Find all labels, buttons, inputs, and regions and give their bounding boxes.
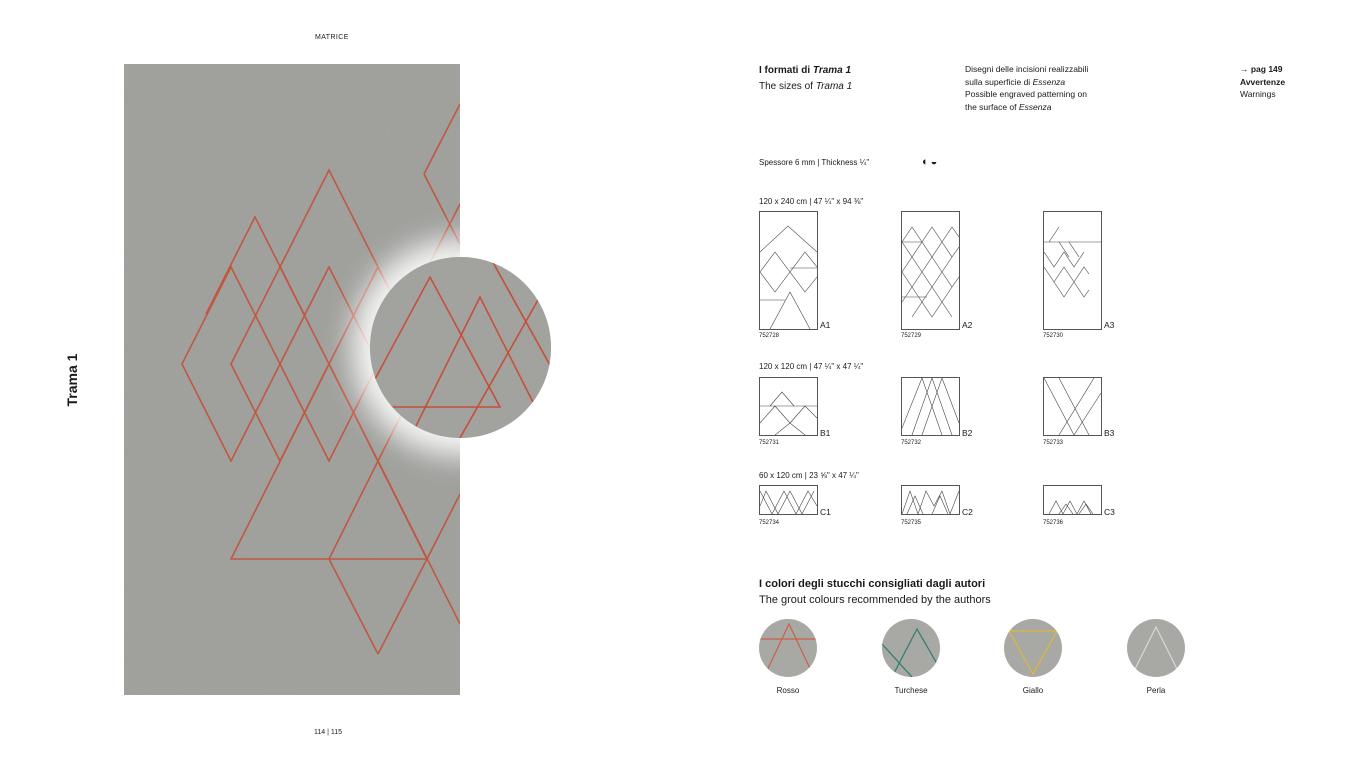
desc-line-3: Possible engraved patterning on (965, 89, 1087, 99)
tile-A2[interactable] (901, 211, 960, 330)
swatch-giallo[interactable] (1004, 619, 1062, 677)
sizes-heading (759, 63, 852, 95)
tile-C3[interactable] (1043, 485, 1102, 515)
page-numbers: 114 | 115 (314, 729, 343, 736)
tile-B2[interactable] (901, 377, 960, 436)
tile-code: 752728 (759, 333, 780, 339)
swatch-turchese[interactable] (882, 619, 940, 677)
tile-code: 752729 (901, 333, 922, 339)
ref-page-link[interactable]: → pag 149 (1240, 64, 1283, 74)
desc-line-4-name: Essenza (1018, 101, 1052, 112)
engraving-description (965, 63, 1088, 113)
swatch-label: Giallo (1022, 686, 1044, 695)
tile-code: 752734 (759, 520, 780, 526)
tile-variant: B2 (962, 428, 973, 438)
title-it-name: Trama 1 (812, 65, 852, 76)
tile-code: 752733 (1043, 440, 1064, 446)
tile-A3[interactable] (1043, 211, 1102, 330)
warnings-reference[interactable] (1240, 63, 1285, 101)
format-label-b: 120 x 120 cm | 47 ¼" x 47 ¼" (759, 362, 864, 371)
title-en-name: Trama 1 (815, 81, 853, 92)
desc-line-1: Disegni delle incisioni realizzabili (965, 64, 1089, 74)
swatch-label: Rosso (776, 686, 800, 695)
tile-code: 752732 (901, 440, 922, 446)
tile-variant: A1 (820, 320, 831, 330)
desc-line-2-name: Essenza (1032, 76, 1066, 87)
thickness-info: Spessore 6 mm | Thickness ¼" (759, 158, 870, 167)
swatch-label: Turchese (894, 686, 928, 695)
ref-it: Avvertenze (1240, 76, 1286, 87)
running-head: MATRICE (315, 34, 349, 41)
zoom-detail-circle (370, 257, 551, 438)
tile-variant: C2 (962, 507, 973, 517)
tile-code: 752731 (759, 440, 780, 446)
title-it-prefix: I formati di (759, 65, 813, 76)
tile-code: 752730 (1043, 333, 1064, 339)
tile-variant: C3 (1104, 507, 1115, 517)
swatch-perla[interactable] (1127, 619, 1185, 677)
desc-line-4: the surface of (965, 101, 1019, 112)
thickness-icons: ◐◒ (922, 156, 940, 168)
zoom-engraving-pattern (370, 257, 551, 438)
tile-variant: A2 (962, 320, 973, 330)
swatch-label: Perla (1146, 686, 1166, 695)
tile-C2[interactable] (901, 485, 960, 515)
grout-title-en: The grout colours recommended by the authors (759, 594, 991, 606)
tile-B1[interactable] (759, 377, 818, 436)
tile-variant: B3 (1104, 428, 1115, 438)
swatch-rosso[interactable] (759, 619, 817, 677)
desc-line-2: sulla superficie di (965, 76, 1033, 87)
side-title: Trama 1 (64, 353, 80, 407)
thickness-en: Thickness ¼" (821, 158, 870, 167)
tile-variant: A3 (1104, 320, 1115, 330)
tile-variant: C1 (820, 507, 831, 517)
tile-code: 752736 (1043, 520, 1064, 526)
thickness-label: Spessore 6 mm (759, 158, 816, 167)
tile-code: 752735 (901, 520, 922, 526)
grout-title-it: I colori degli stucchi consigliati dagli autori (759, 578, 986, 590)
tile-variant: B1 (820, 428, 831, 438)
tile-B3[interactable] (1043, 377, 1102, 436)
tile-C1[interactable] (759, 485, 818, 515)
title-en-prefix: The sizes of (759, 81, 816, 92)
format-label-a: 120 x 240 cm | 47 ¼" x 94 ⅜" (759, 197, 864, 206)
format-label-c: 60 x 120 cm | 23 ⅝" x 47 ¼" (759, 471, 859, 480)
tile-A1[interactable] (759, 211, 818, 330)
grout-heading (759, 576, 991, 608)
ref-en: Warnings (1240, 89, 1276, 99)
